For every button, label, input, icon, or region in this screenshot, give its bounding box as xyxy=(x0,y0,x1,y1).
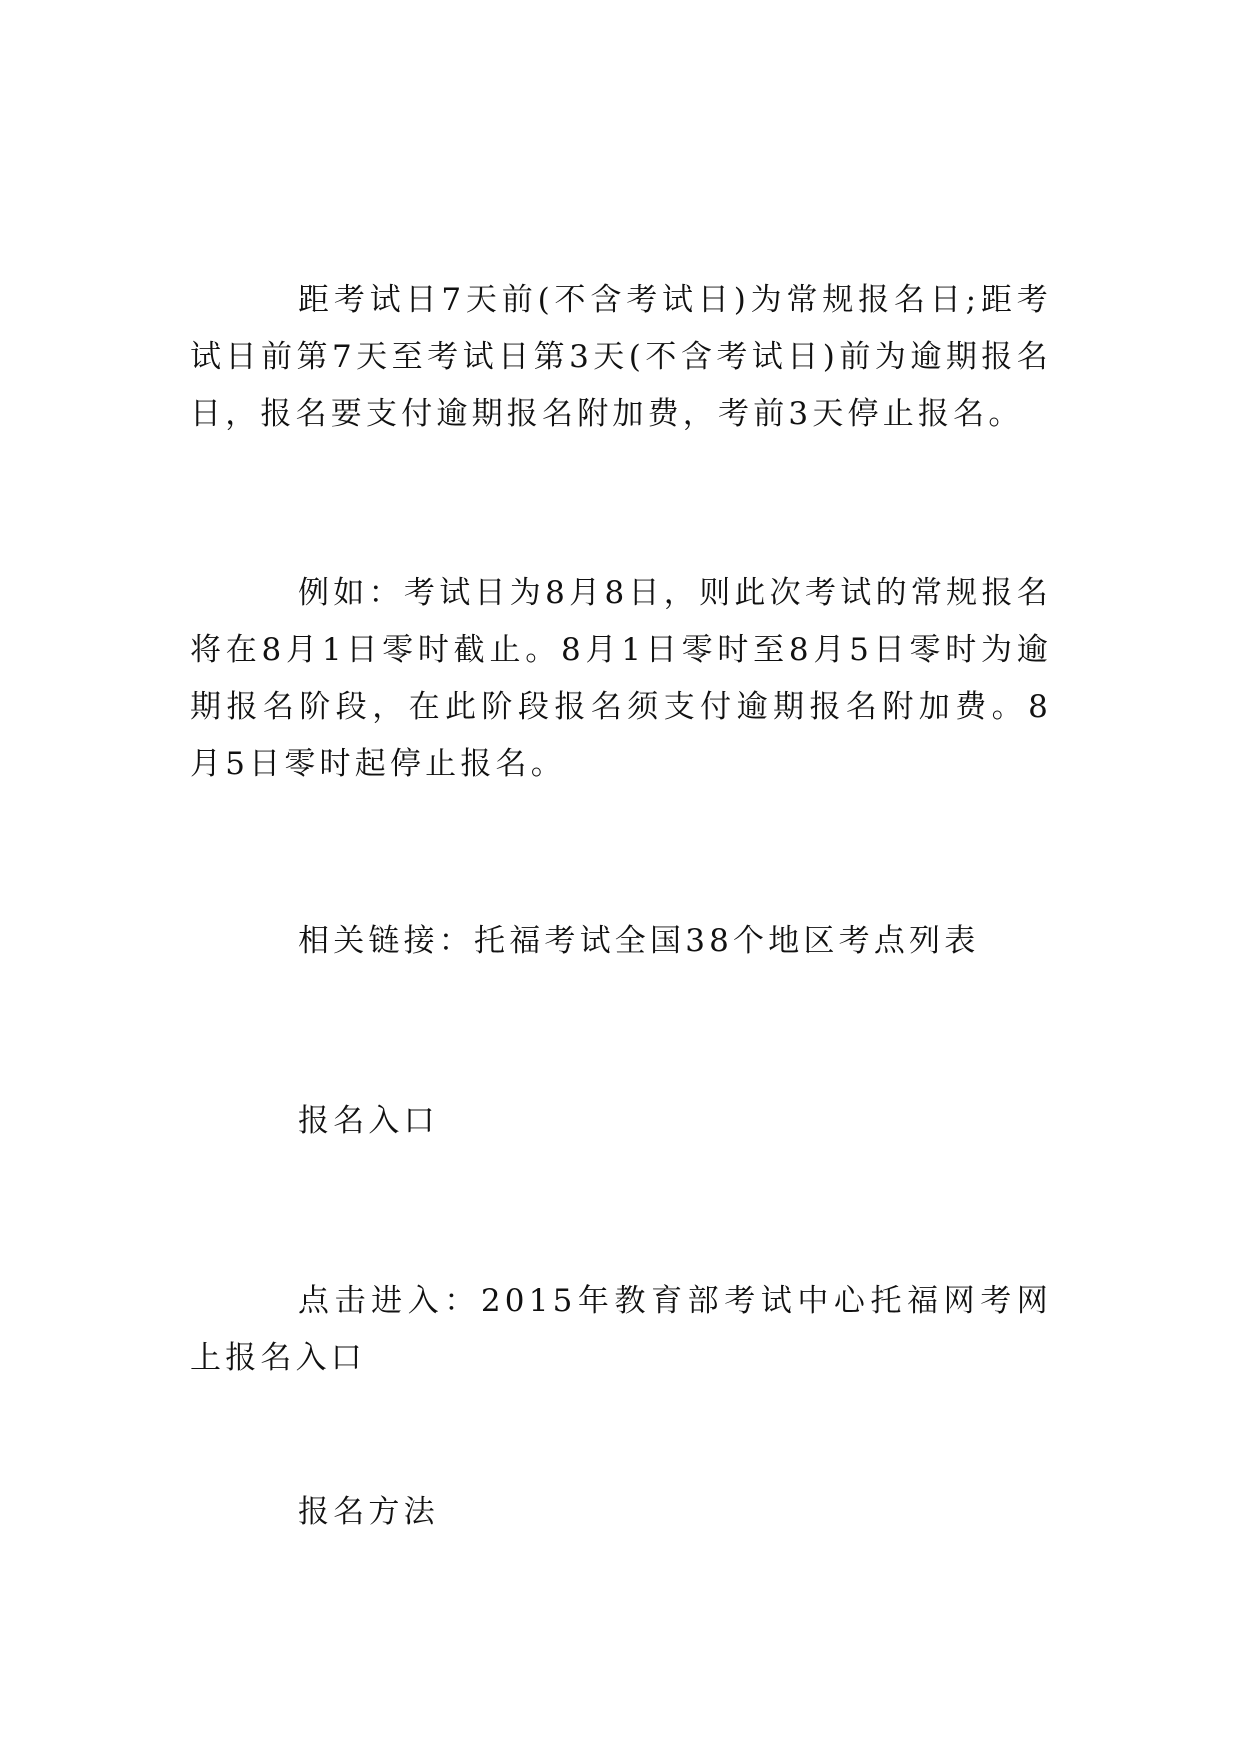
paragraph-related-link: 相关链接：托福考试全国38个地区考点列表 xyxy=(298,923,980,959)
paragraph-click-to-enter: 点击进入：2015年教育部考试中心托福网考网上报名入口 xyxy=(190,1283,1052,1376)
heading-registration-method: 报名方法 xyxy=(298,1494,439,1530)
paragraph-example: 例如：考试日为8月8日，则此次考试的常规报名将在8月1日零时截止。8月1日零时至8月5日零时为逾期报名阶段，在此阶段报名须支付逾期报名附加费。8月5日零时起停止报名。 xyxy=(190,575,1052,782)
heading-registration-entry: 报名入口 xyxy=(298,1103,439,1139)
paragraph-registration-deadlines: 距考试日7天前(不含考试日)为常规报名日;距考试日前第7天至考试日第3天(不含考试日)前为逾期报名日，报名要支付逾期报名附加费，考前3天停止报名。 xyxy=(190,282,1052,432)
